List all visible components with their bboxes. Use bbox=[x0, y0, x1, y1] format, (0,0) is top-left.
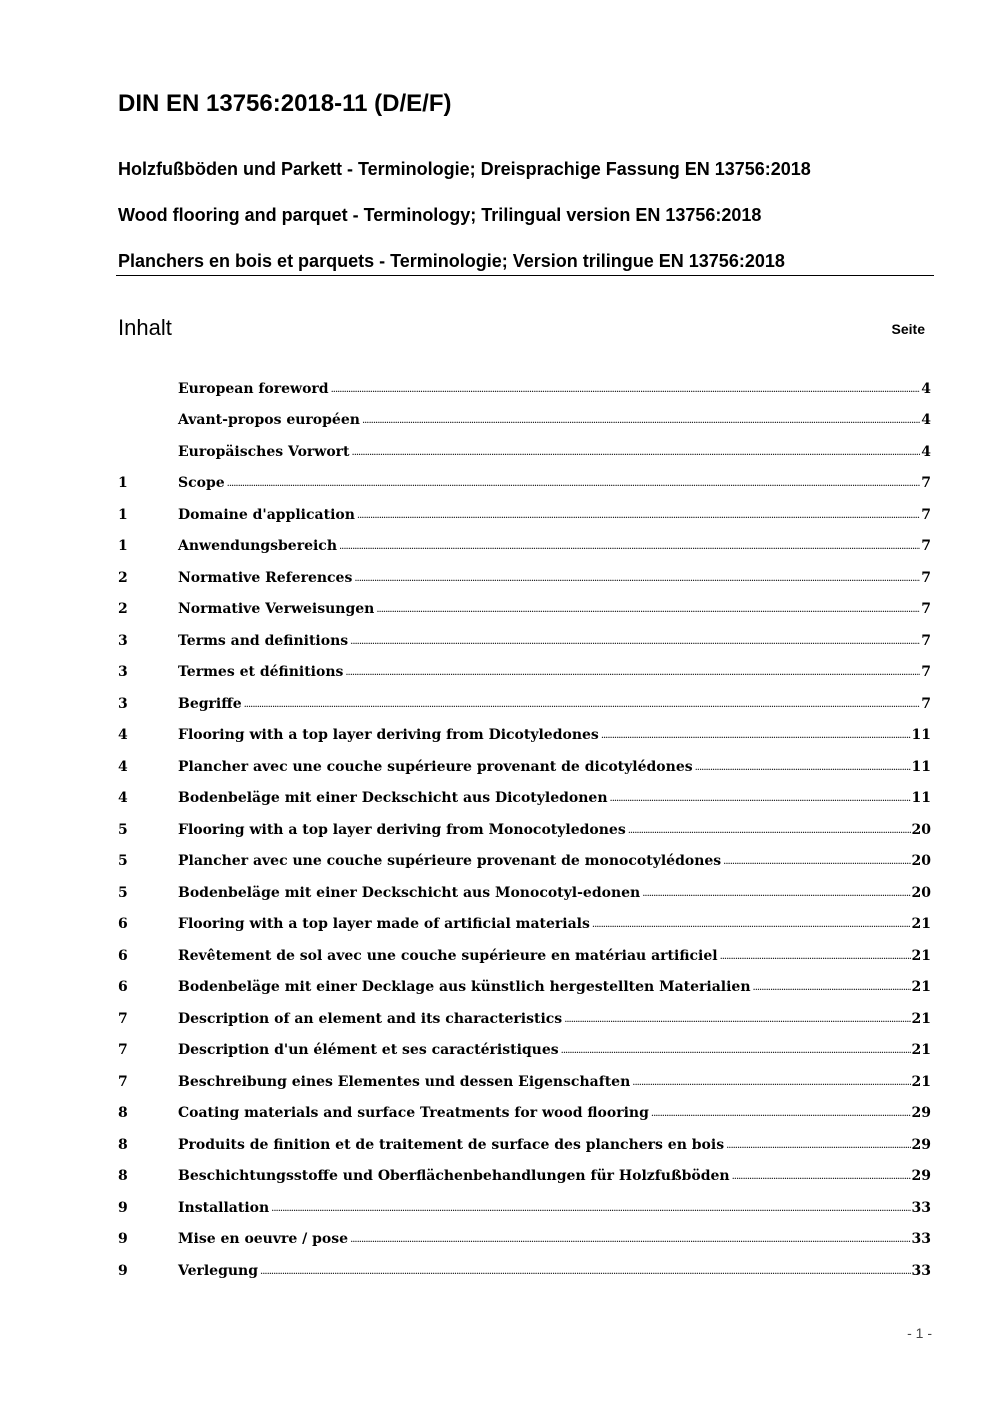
toc-entry[interactable] bbox=[118, 1063, 931, 1095]
toc-entry[interactable] bbox=[118, 465, 931, 497]
toc-entry-title[interactable]: Europäisches Vorwort bbox=[178, 443, 350, 460]
toc-entry-number: 6 bbox=[118, 947, 128, 964]
toc-entry[interactable] bbox=[118, 1126, 931, 1158]
toc-entry-number: 7 bbox=[118, 1073, 128, 1090]
toc-dot-leader bbox=[561, 1045, 911, 1056]
toc-dot-leader bbox=[651, 1108, 911, 1119]
toc-dot-leader bbox=[350, 1234, 910, 1245]
toc-entry-page: 29 bbox=[911, 1168, 931, 1184]
toc-entry-number: 3 bbox=[118, 664, 128, 680]
toc-entry[interactable] bbox=[118, 1158, 931, 1190]
toc-entry-title[interactable]: Coating materials and surface Treatments for wood flooring bbox=[178, 1105, 649, 1121]
toc-entry-number: 1 bbox=[118, 538, 128, 554]
toc-dot-leader bbox=[720, 951, 911, 962]
toc-entry-number: 9 bbox=[118, 1231, 128, 1247]
toc-entry-page: 21 bbox=[911, 979, 931, 995]
toc-entry-number: 9 bbox=[118, 1262, 128, 1279]
toc-heading: Inhalt bbox=[118, 315, 172, 340]
toc-entry[interactable] bbox=[118, 559, 931, 591]
toc-entry-page: 11 bbox=[911, 758, 931, 775]
toc-entry-title[interactable]: Bodenbeläge mit einer Decklage aus künstlich hergestellten Materialien bbox=[178, 979, 751, 995]
toc-entry-number: 8 bbox=[118, 1105, 128, 1121]
toc-entry-number: 3 bbox=[118, 632, 128, 649]
toc-entry[interactable] bbox=[118, 433, 931, 465]
toc-entry-page: 33 bbox=[911, 1231, 931, 1247]
toc-entry-number: 3 bbox=[118, 695, 128, 712]
toc-entry-page: 11 bbox=[911, 790, 931, 806]
toc-entry-title[interactable]: Plancher avec une couche supérieure provenant de dicotylédones bbox=[178, 758, 693, 775]
document-title: DIN EN 13756:2018-11 (D/E/F) bbox=[118, 90, 452, 117]
toc-entry[interactable] bbox=[118, 1221, 931, 1253]
toc-entry-number: 5 bbox=[118, 884, 128, 901]
subtitle-german: Holzfußböden und Parkett - Terminologie; Dreisprachige Fassung EN 13756:2018 bbox=[118, 159, 811, 179]
toc-entry-title[interactable]: European foreword bbox=[178, 380, 329, 397]
toc-entry[interactable] bbox=[118, 780, 931, 812]
toc-entry-title[interactable]: Anwendungsbereich bbox=[178, 538, 337, 554]
toc-dot-leader bbox=[357, 510, 920, 521]
toc-entry-title[interactable]: Plancher avec une couche supérieure provenant de monocotylédones bbox=[178, 853, 722, 869]
toc-entry-page: 4 bbox=[921, 443, 931, 460]
toc-dot-leader bbox=[376, 604, 920, 615]
toc-entry-number: 2 bbox=[118, 601, 128, 617]
toc-entry[interactable] bbox=[118, 496, 931, 528]
toc-entry-page: 29 bbox=[911, 1136, 931, 1153]
toc-entry[interactable] bbox=[118, 843, 931, 875]
toc-dot-leader bbox=[331, 384, 921, 395]
toc-dot-leader bbox=[350, 636, 920, 647]
toc-entry-number: 7 bbox=[118, 1042, 128, 1058]
toc-page-column-label: Seite bbox=[891, 321, 925, 337]
toc-entry-page: 4 bbox=[921, 412, 931, 428]
toc-entry[interactable] bbox=[118, 937, 931, 969]
toc-entry[interactable] bbox=[118, 591, 931, 623]
toc-dot-leader bbox=[564, 1014, 910, 1025]
toc-entry-number: 6 bbox=[118, 979, 128, 995]
toc-entry-page: 20 bbox=[911, 884, 931, 901]
toc-entry[interactable] bbox=[118, 969, 931, 1001]
toc-entry-page: 21 bbox=[911, 1042, 931, 1058]
toc-entry-page: 7 bbox=[921, 695, 931, 712]
toc-entry-page: 33 bbox=[911, 1262, 931, 1279]
subtitle-english: Wood flooring and parquet - Terminology; Trilingual version EN 13756:2018 bbox=[118, 205, 762, 225]
toc-entry-number: 8 bbox=[118, 1136, 128, 1153]
toc-dot-leader bbox=[753, 982, 911, 993]
table-of-contents bbox=[118, 370, 931, 1284]
toc-entry-number: 9 bbox=[118, 1199, 128, 1216]
toc-entry-number: 4 bbox=[118, 758, 128, 775]
toc-entry-page: 7 bbox=[921, 475, 931, 491]
toc-entry-page: 7 bbox=[921, 664, 931, 680]
toc-entry-page: 7 bbox=[921, 632, 931, 649]
toc-entry-title[interactable]: Scope bbox=[178, 475, 225, 491]
toc-entry-page: 21 bbox=[911, 947, 931, 964]
toc-entry-number: 7 bbox=[118, 1010, 128, 1027]
toc-entry[interactable] bbox=[118, 622, 931, 654]
toc-entry-page: 7 bbox=[921, 538, 931, 554]
toc-entry-page: 33 bbox=[911, 1199, 931, 1216]
toc-entry-title[interactable]: Terms and definitions bbox=[178, 632, 349, 649]
toc-entry-title[interactable]: Verlegung bbox=[178, 1262, 259, 1279]
toc-entry[interactable] bbox=[118, 1252, 931, 1284]
toc-dot-leader bbox=[628, 825, 911, 836]
toc-dot-leader bbox=[352, 447, 921, 458]
toc-entry-title[interactable]: Beschreibung eines Elementes und dessen Eigenschaften bbox=[178, 1073, 631, 1090]
toc-entry-page: 21 bbox=[911, 916, 931, 932]
toc-dot-leader bbox=[610, 793, 911, 804]
toc-entry[interactable] bbox=[118, 1032, 931, 1064]
toc-entry-title[interactable]: Begriffe bbox=[178, 695, 242, 712]
toc-entry-page: 21 bbox=[911, 1010, 931, 1027]
toc-entry-title[interactable]: Description d'un élément et ses caractéristiques bbox=[178, 1042, 559, 1058]
toc-entry-title[interactable]: Flooring with a top layer deriving from Monocotyledones bbox=[178, 821, 626, 838]
toc-entry-title[interactable]: Mise en oeuvre / pose bbox=[178, 1231, 349, 1247]
toc-entry-page: 11 bbox=[911, 727, 931, 743]
toc-entry-page: 4 bbox=[921, 380, 931, 397]
toc-entry[interactable] bbox=[118, 370, 931, 402]
toc-entry[interactable] bbox=[118, 685, 931, 717]
toc-entry-title[interactable]: Flooring with a top layer deriving from Dicotyledones bbox=[178, 727, 599, 743]
toc-entry-title[interactable]: Bodenbeläge mit einer Deckschicht aus Dicotyledonen bbox=[178, 790, 608, 806]
toc-dot-leader bbox=[632, 1077, 910, 1088]
toc-entry[interactable] bbox=[118, 748, 931, 780]
toc-dot-leader bbox=[227, 478, 921, 489]
toc-entry-page: 21 bbox=[911, 1073, 931, 1090]
toc-entry-title[interactable]: Installation bbox=[178, 1199, 270, 1216]
toc-dot-leader bbox=[695, 762, 911, 773]
toc-entry[interactable] bbox=[118, 811, 931, 843]
toc-entry[interactable] bbox=[118, 402, 931, 434]
toc-entry[interactable] bbox=[118, 1095, 931, 1127]
toc-dot-leader bbox=[726, 1140, 910, 1151]
toc-entry[interactable] bbox=[118, 528, 931, 560]
toc-entry[interactable] bbox=[118, 1000, 931, 1032]
toc-entry[interactable] bbox=[118, 906, 931, 938]
toc-entry-title[interactable]: Bodenbeläge mit einer Deckschicht aus Monocotyl-edonen bbox=[178, 884, 641, 901]
toc-dot-leader bbox=[271, 1203, 910, 1214]
toc-dot-leader bbox=[345, 667, 920, 678]
toc-entry-title[interactable]: Revêtement de sol avec une couche supérieure en matériau artificiel bbox=[178, 947, 718, 964]
toc-entry-title[interactable]: Normative Verweisungen bbox=[178, 601, 375, 617]
toc-entry-title[interactable]: Beschichtungsstoffe und Oberflächenbehandlungen für Holzfußböden bbox=[178, 1168, 730, 1184]
toc-entry-number: 1 bbox=[118, 475, 128, 491]
toc-dot-leader bbox=[642, 888, 910, 899]
toc-dot-leader bbox=[339, 541, 920, 552]
toc-entry-number: 6 bbox=[118, 916, 128, 932]
toc-entry-title[interactable]: Avant-propos européen bbox=[178, 412, 360, 428]
toc-entry-title[interactable]: Normative References bbox=[178, 569, 353, 586]
toc-entry-page: 20 bbox=[911, 853, 931, 869]
header-divider bbox=[116, 275, 934, 276]
toc-entry-title[interactable]: Description of an element and its characteristics bbox=[178, 1010, 563, 1027]
page-number: - 1 - bbox=[907, 1325, 932, 1341]
toc-entry[interactable] bbox=[118, 654, 931, 686]
toc-entry-number: 4 bbox=[118, 727, 128, 743]
subtitle-french: Planchers en bois et parquets - Terminologie; Version trilingue EN 13756:2018 bbox=[118, 251, 785, 271]
toc-entry[interactable] bbox=[118, 717, 931, 749]
toc-dot-leader bbox=[732, 1171, 911, 1182]
toc-entry-number: 4 bbox=[118, 790, 128, 806]
toc-entry-page: 7 bbox=[921, 569, 931, 586]
toc-entry[interactable] bbox=[118, 874, 931, 906]
toc-entry-page: 7 bbox=[921, 506, 931, 523]
toc-entry[interactable] bbox=[118, 1189, 931, 1221]
toc-entry-number: 2 bbox=[118, 569, 128, 586]
toc-entry-number: 8 bbox=[118, 1168, 128, 1184]
toc-dot-leader bbox=[260, 1266, 910, 1277]
toc-dot-leader bbox=[362, 415, 920, 426]
toc-entry-number: 1 bbox=[118, 506, 128, 523]
toc-entry-title[interactable]: Flooring with a top layer made of artificial materials bbox=[178, 916, 590, 932]
toc-entry-title[interactable]: Produits de finition et de traitement de surface des planchers en bois bbox=[178, 1136, 725, 1153]
toc-dot-leader bbox=[592, 919, 911, 930]
toc-dot-leader bbox=[723, 856, 910, 867]
toc-entry-title[interactable]: Termes et définitions bbox=[178, 664, 344, 680]
toc-dot-leader bbox=[601, 730, 911, 741]
toc-entry-title[interactable]: Domaine d'application bbox=[178, 506, 355, 523]
toc-entry-page: 20 bbox=[911, 821, 931, 838]
toc-entry-page: 29 bbox=[911, 1105, 931, 1121]
toc-entry-page: 7 bbox=[921, 601, 931, 617]
toc-entry-number: 5 bbox=[118, 853, 128, 869]
toc-entry-number: 5 bbox=[118, 821, 128, 838]
toc-dot-leader bbox=[244, 699, 921, 710]
toc-dot-leader bbox=[354, 573, 920, 584]
